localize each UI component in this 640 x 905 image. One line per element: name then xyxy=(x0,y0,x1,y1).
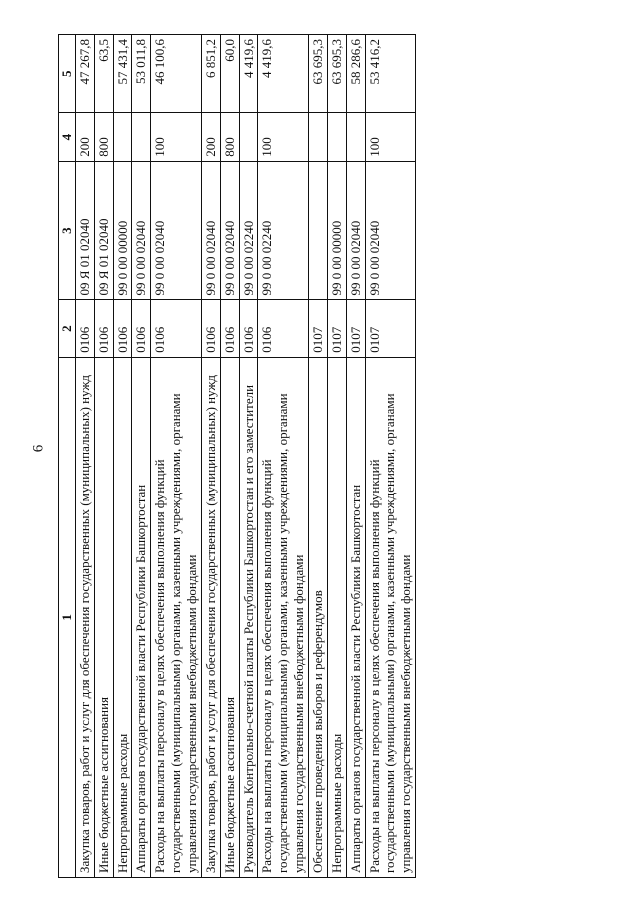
rotated-table-sheet xyxy=(58,34,617,878)
row-section-code: 0106 xyxy=(258,300,309,357)
page-number: 6 xyxy=(30,444,47,453)
row-name: Непрограммные расходы xyxy=(327,357,346,877)
table-row xyxy=(327,35,346,878)
row-name: Иные бюджетные ассигнования xyxy=(220,357,239,877)
row-name: Расходы на выплаты персоналу в целях обеспечения выполнения функций государственными (муниципальными) органами, казенными учреждениями, органами управления государственными внебюджетными фондами xyxy=(151,357,202,877)
table-header-row xyxy=(59,35,76,878)
row-amount: 47 267,8 xyxy=(75,35,94,113)
row-amount: 53 416,2 xyxy=(365,35,416,113)
table-row xyxy=(201,35,220,878)
row-section-code: 0107 xyxy=(346,300,365,357)
row-target-code xyxy=(309,161,328,300)
row-section-code: 0106 xyxy=(113,300,132,357)
row-section-code: 0106 xyxy=(75,300,94,357)
table-row xyxy=(365,35,416,878)
row-amount: 46 100,6 xyxy=(151,35,202,113)
row-expense-type xyxy=(239,113,258,161)
row-amount: 63,5 xyxy=(94,35,113,113)
col-header-section: 2 xyxy=(59,300,76,357)
table-row xyxy=(346,35,365,878)
row-expense-type xyxy=(309,113,328,161)
table-row xyxy=(309,35,328,878)
row-expense-type xyxy=(346,113,365,161)
table-row xyxy=(94,35,113,878)
row-name: Аппараты органов государственной власти Республики Башкортостан xyxy=(132,357,151,877)
row-section-code: 0107 xyxy=(309,300,328,357)
row-target-code: 99 0 00 02040 xyxy=(201,161,220,300)
row-section-code: 0106 xyxy=(94,300,113,357)
table-row xyxy=(220,35,239,878)
row-amount: 57 431,4 xyxy=(113,35,132,113)
row-expense-type: 100 xyxy=(151,113,202,161)
table-row xyxy=(113,35,132,878)
row-expense-type: 800 xyxy=(220,113,239,161)
row-expense-type xyxy=(132,113,151,161)
row-expense-type: 100 xyxy=(365,113,416,161)
row-target-code: 99 0 00 00000 xyxy=(327,161,346,300)
row-name: Руководитель Контрольно-счетной палаты Республики Башкортостан и его заместители xyxy=(239,357,258,877)
row-target-code: 09 Я 01 02040 xyxy=(75,161,94,300)
row-name: Непрограммные расходы xyxy=(113,357,132,877)
row-name: Аппараты органов государственной власти Республики Башкортостан xyxy=(346,357,365,877)
row-section-code: 0106 xyxy=(201,300,220,357)
row-amount: 53 011,8 xyxy=(132,35,151,113)
row-expense-type: 800 xyxy=(94,113,113,161)
row-name: Расходы на выплаты персоналу в целях обеспечения выполнения функций государственными (муниципальными) органами, казенными учреждениями, органами управления государственными внебюджетными фондами xyxy=(258,357,309,877)
row-amount: 6 851,2 xyxy=(201,35,220,113)
col-header-target: 3 xyxy=(59,161,76,300)
table-row xyxy=(75,35,94,878)
row-target-code: 99 0 00 02240 xyxy=(239,161,258,300)
row-expense-type: 200 xyxy=(201,113,220,161)
row-target-code: 09 Я 01 02040 xyxy=(94,161,113,300)
col-header-name: 1 xyxy=(59,357,76,877)
row-expense-type: 200 xyxy=(75,113,94,161)
row-target-code: 99 0 00 02040 xyxy=(365,161,416,300)
row-target-code: 99 0 00 02040 xyxy=(346,161,365,300)
row-section-code: 0106 xyxy=(220,300,239,357)
row-section-code: 0106 xyxy=(132,300,151,357)
budget-table xyxy=(58,34,416,878)
row-name: Иные бюджетные ассигнования xyxy=(94,357,113,877)
row-section-code: 0107 xyxy=(327,300,346,357)
row-name: Расходы на выплаты персоналу в целях обеспечения выполнения функций государственными (муниципальными) органами, казенными учреждениями, органами управления государственными внебюджетными фондами xyxy=(365,357,416,877)
row-target-code: 99 0 00 02040 xyxy=(132,161,151,300)
row-amount: 63 695,3 xyxy=(309,35,328,113)
row-name: Закупка товаров, работ и услуг для обеспечения государственных (муниципальных) нужд xyxy=(201,357,220,877)
table-body xyxy=(75,35,415,878)
row-amount: 60,0 xyxy=(220,35,239,113)
row-amount: 4 419,6 xyxy=(258,35,309,113)
row-target-code: 99 0 00 02040 xyxy=(220,161,239,300)
row-amount: 58 286,6 xyxy=(346,35,365,113)
row-expense-type xyxy=(327,113,346,161)
row-section-code: 0106 xyxy=(239,300,258,357)
table-row xyxy=(258,35,309,878)
table-row xyxy=(132,35,151,878)
table-row xyxy=(239,35,258,878)
row-amount: 4 419,6 xyxy=(239,35,258,113)
row-target-code: 99 0 00 02240 xyxy=(258,161,309,300)
row-expense-type: 100 xyxy=(258,113,309,161)
row-target-code: 99 0 00 00000 xyxy=(113,161,132,300)
row-section-code: 0107 xyxy=(365,300,416,357)
col-header-amount: 5 xyxy=(59,35,76,113)
row-name: Закупка товаров, работ и услуг для обеспечения государственных (муниципальных) нужд xyxy=(75,357,94,877)
row-expense-type xyxy=(113,113,132,161)
row-amount: 63 695,3 xyxy=(327,35,346,113)
table-row xyxy=(151,35,202,878)
col-header-type: 4 xyxy=(59,113,76,161)
row-name: Обеспечение проведения выборов и референдумов xyxy=(309,357,328,877)
row-target-code: 99 0 00 02040 xyxy=(151,161,202,300)
row-section-code: 0106 xyxy=(151,300,202,357)
